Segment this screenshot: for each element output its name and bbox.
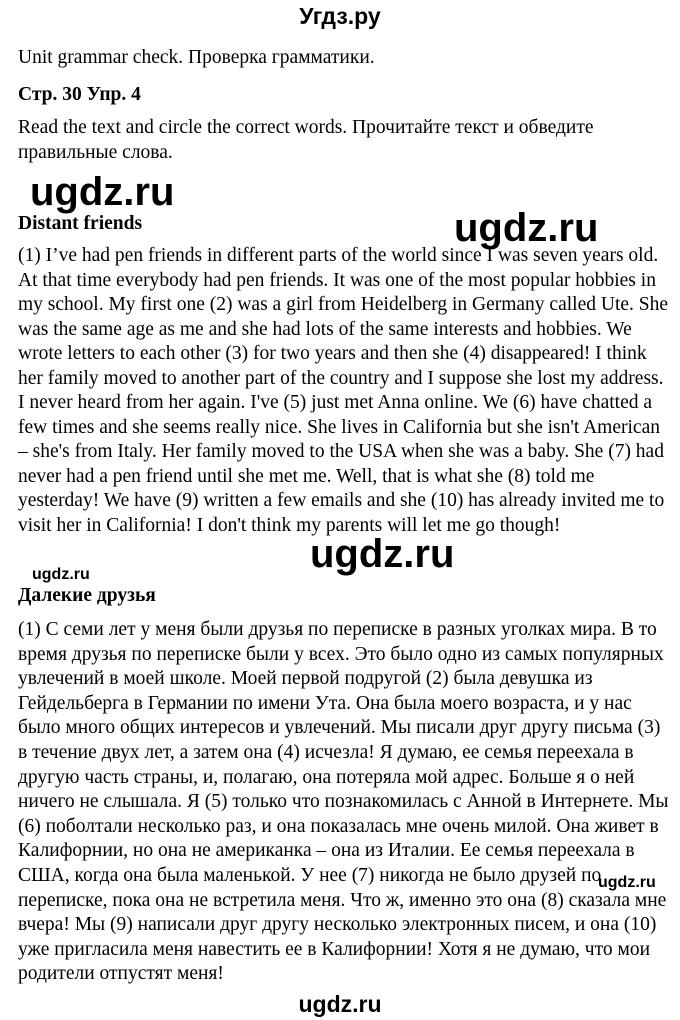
russian-line: время друзья по переписке были у всех. Это было одно из самых популярных	[18, 643, 664, 665]
english-line: wrote letters to each other (3) for two years and then she (4) disappeared! I think	[18, 343, 647, 364]
russian-line: Гейдельберга в Германии по имени Ута. Она была моего возраста, и у нас	[18, 692, 632, 714]
english-line: never had a pen friend until she met me. Well, that is what she (8) told me	[18, 465, 595, 487]
english-line: At that time everybody had pen friends. It was one of the most popular hobbies in	[18, 269, 656, 291]
watermark-logo: ugdz.ru	[310, 532, 455, 576]
russian-line: уже пригласила меня навестить ее в Калифорнии! Хотя я не думаю, что мои	[18, 938, 651, 960]
english-line: yesterday! We have (9) written a few emails and she (10) has already invited me to	[18, 490, 665, 511]
russian-line: США, когда она была маленькой. У нее (7) никогда не было друзей по	[18, 864, 602, 886]
watermark-logo: ugdz.ru	[598, 874, 656, 891]
english-line: I never heard from her again. I've (5) just met Anna online. We (6) have chatted a	[18, 392, 652, 413]
russian-paragraph	[18, 618, 668, 987]
russian-line: вчера! Мы (9) написали друг другу несколько электронных писем, и она (10)	[18, 914, 657, 936]
english-line: – she's from Italy. Her family moved to the USA when she was a baby. She (7) had	[18, 441, 664, 462]
english-line: visit her in California! I don't think my parents will let me go though!	[18, 514, 561, 536]
russian-line: другую часть страны, и, полагаю, она потеряла мой адрес. Больше я о ней	[18, 766, 635, 788]
site-header: Угдз.ру	[299, 3, 381, 29]
russian-line: было много общих интересов и увлечений. Мы писали друг другу письма (3)	[18, 717, 661, 739]
english-paragraph	[18, 244, 668, 538]
russian-line: в течение двух лет, а затем она (4) исчезла! Я думаю, ее семья переехала в	[18, 741, 634, 763]
watermark-logo: ugdz.ru	[454, 206, 599, 250]
instruction-line: Read the text and circle the correct words. Прочитайте текст и обведите	[18, 117, 594, 138]
russian-line: увлечений в моей школе. Моей первой подругой (2) была девушка из	[18, 668, 593, 690]
page-reference: Стр. 30 Упр. 4	[18, 84, 141, 105]
russian-line: ничего не слышала. Я (5) только что познакомилась с Анной в Интернете. Мы	[18, 791, 669, 813]
russian-line: родители отпустят меня!	[18, 963, 224, 985]
section-title: Unit grammar check. Проверка грамматики.	[18, 47, 375, 68]
russian-title: Далекие друзья	[18, 585, 156, 606]
site-footer: ugdz.ru	[298, 991, 382, 1017]
russian-line: переписке, пока она не встретила меня. Что ж, именно это она (8) сказала мне	[18, 889, 667, 911]
english-title: Distant friends	[18, 213, 143, 234]
instruction	[18, 116, 668, 165]
english-line: few times and she seems really nice. She lives in California but she isn't American	[18, 416, 660, 438]
watermark-logo: ugdz.ru	[30, 170, 175, 214]
english-line: her family moved to another part of the country and I suppose she lost my address.	[18, 367, 664, 389]
watermark-logo: ugdz.ru	[32, 566, 90, 583]
english-line: was the same age as me and she had lots of the same interests and hobbies. We	[18, 318, 632, 340]
russian-line: (1) С семи лет у меня были друзья по переписке в разных уголках мира. В то	[18, 619, 657, 640]
russian-line: (6) поболтали несколько раз, и она показалась мне очень милой. Она живет в	[18, 815, 659, 837]
instruction-line: правильные слова.	[18, 141, 173, 163]
english-line: my school. My first one (2) was a girl from Heidelberg in Germany called Ute. She	[18, 294, 669, 315]
russian-line: Калифорнии, но она не американка – она из Италии. Ее семья переехала в	[18, 840, 635, 862]
english-line: (1) I’ve had pen friends in different parts of the world since I was seven years old.	[18, 245, 659, 266]
